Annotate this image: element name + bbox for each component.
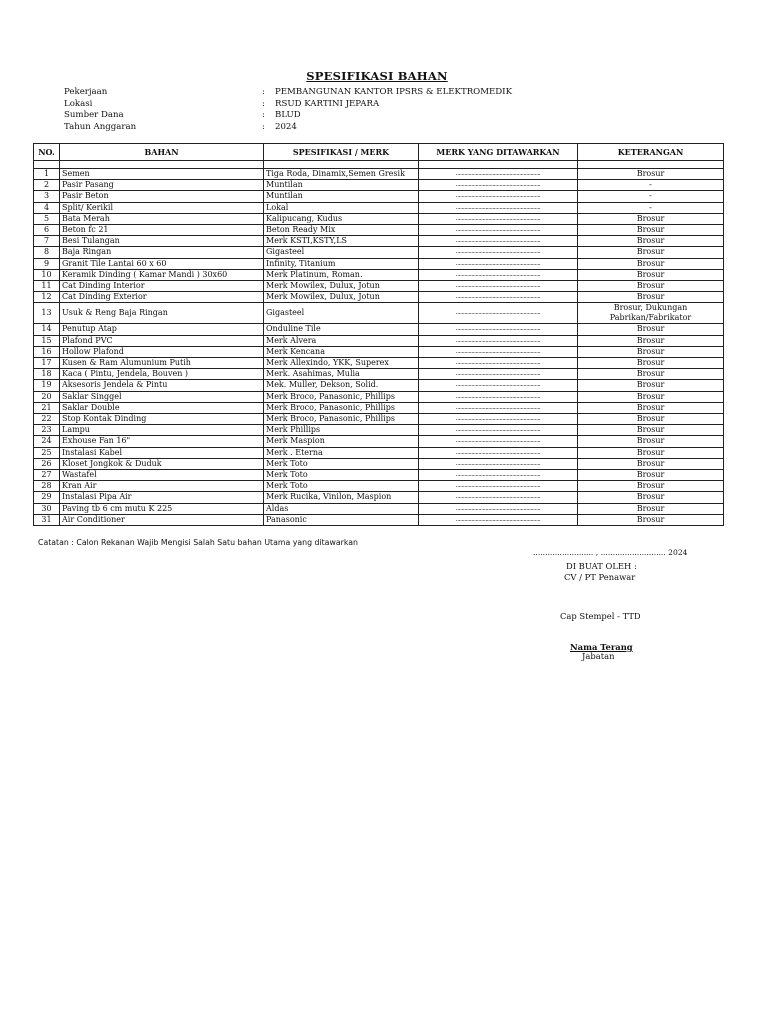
cell-no: 10 [34, 269, 60, 280]
cell-merk-ditawarkan[interactable]: ............................................................ [419, 281, 578, 292]
cell-spesifikasi: Merk Allexindo, YKK, Superex [264, 358, 419, 369]
cell-keterangan: Brosur [578, 514, 724, 525]
cell-no: 4 [34, 202, 60, 213]
table-row [34, 458, 724, 469]
table-row [34, 281, 724, 292]
meta-value: 2024 [275, 121, 297, 132]
cell-merk-ditawarkan[interactable]: ............................................................ [419, 180, 578, 191]
header-keterangan: KETERANGAN [578, 144, 724, 161]
cell-spesifikasi: Merk Broco, Panasonic, Phillips [264, 402, 419, 413]
table-row [34, 258, 724, 269]
meta-row-lokasi [64, 99, 512, 111]
cell-merk-ditawarkan[interactable]: ............................................................ [419, 402, 578, 413]
cell-merk-ditawarkan[interactable]: ............................................................ [419, 391, 578, 402]
cell-keterangan: Brosur [578, 213, 724, 224]
cell-spesifikasi: Muntilan [264, 180, 419, 191]
cell-spesifikasi: Merk Alvera [264, 335, 419, 346]
table-row [34, 169, 724, 180]
spec-table [33, 143, 724, 526]
meta-separator: : [262, 121, 265, 132]
cell-no: 14 [34, 324, 60, 335]
cell-spesifikasi: Onduline Tile [264, 324, 419, 335]
cell-bahan: Wastafel [60, 470, 264, 481]
meta-value: PEMBANGUNAN KANTOR IPSRS & ELEKTROMEDIK [275, 87, 512, 97]
signature-jabatan: Jabatan [582, 651, 615, 661]
cell-keterangan: Brosur [578, 447, 724, 458]
cell-no: 31 [34, 514, 60, 525]
cell-spesifikasi: Merk . Eterna [264, 447, 419, 458]
table-row [34, 225, 724, 236]
cell-no: 6 [34, 225, 60, 236]
cell-bahan: Exhouse Fan 16" [60, 436, 264, 447]
cell-merk-ditawarkan[interactable]: ............................................................ [419, 335, 578, 346]
table-row [34, 514, 724, 525]
cell-spesifikasi: Aldas [264, 503, 419, 514]
cell-bahan: Saklar Singgel [60, 391, 264, 402]
cell-spesifikasi: Merk KSTI,KSTY,LS [264, 236, 419, 247]
cell-no: 28 [34, 481, 60, 492]
cell-keterangan: Brosur [578, 258, 724, 269]
cell-bahan: Kran Air [60, 481, 264, 492]
cell-no: 20 [34, 391, 60, 402]
cell-merk-ditawarkan[interactable]: ............................................................ [419, 380, 578, 391]
table-row [34, 447, 724, 458]
cell-merk-ditawarkan[interactable]: ............................................................ [419, 324, 578, 335]
cell-bahan: Instalasi Pipa Air [60, 492, 264, 503]
cell-merk-ditawarkan[interactable]: ............................................................ [419, 358, 578, 369]
cell-bahan: Kaca ( Pintu, Jendela, Bouven ) [60, 369, 264, 380]
cell-bahan: Split/ Kerikil [60, 202, 264, 213]
cell-merk-ditawarkan[interactable]: ............................................................ [419, 369, 578, 380]
table-row [34, 358, 724, 369]
cell-no: 16 [34, 346, 60, 357]
cell-bahan: Granit Tile Lantai 60 x 60 [60, 258, 264, 269]
cell-merk-ditawarkan[interactable]: ............................................................ [419, 470, 578, 481]
header-merk-ditawarkan: MERK YANG DITAWARKAN [419, 144, 578, 161]
table-row [34, 247, 724, 258]
meta-row-sumber-dana [64, 110, 512, 122]
cell-merk-ditawarkan[interactable]: ............................................................ [419, 247, 578, 258]
cell-no: 1 [34, 169, 60, 180]
cell-bahan: Plafond PVC [60, 335, 264, 346]
cell-spesifikasi: Merk Broco, Panasonic, Phillips [264, 391, 419, 402]
cell-bahan: Pasir Beton [60, 191, 264, 202]
cell-bahan: Kusen & Ram Alumunium Putih [60, 358, 264, 369]
cell-bahan: Keramik Dinding ( Kamar Mandi ) 30x60 [60, 269, 264, 280]
cell-bahan: Besi Tulangan [60, 236, 264, 247]
cell-merk-ditawarkan[interactable]: ............................................................ [419, 346, 578, 357]
cell-bahan: Beton fc 21 [60, 225, 264, 236]
cell-merk-ditawarkan[interactable]: ............................................................ [419, 425, 578, 436]
signature-penawar: CV / PT Penawar [564, 572, 636, 582]
table-header-row [34, 144, 724, 161]
cell-no: 15 [34, 335, 60, 346]
table-row [34, 380, 724, 391]
cell-spesifikasi: Gigasteel [264, 303, 419, 324]
cell-spesifikasi: Merk Toto [264, 458, 419, 469]
cell-merk-ditawarkan[interactable]: ............................................................ [419, 503, 578, 514]
table-row [34, 180, 724, 191]
cell-merk-ditawarkan[interactable]: ............................................................ [419, 414, 578, 425]
table-row [34, 335, 724, 346]
cell-no: 9 [34, 258, 60, 269]
cell-merk-ditawarkan[interactable]: ............................................................ [419, 303, 578, 324]
cell-merk-ditawarkan[interactable]: ............................................................ [419, 225, 578, 236]
table-row [34, 503, 724, 514]
meta-label: Pekerjaan [64, 87, 108, 97]
cell-merk-ditawarkan[interactable]: ............................................................ [419, 258, 578, 269]
cell-bahan: Hollow Plafond [60, 346, 264, 357]
cell-no: 18 [34, 369, 60, 380]
project-meta [64, 87, 512, 133]
cell-merk-ditawarkan[interactable]: ............................................................ [419, 191, 578, 202]
cell-spesifikasi: Merk. Asahimas, Mulia [264, 369, 419, 380]
meta-separator: : [262, 98, 265, 109]
table-row [34, 481, 724, 492]
cell-spesifikasi: Muntilan [264, 191, 419, 202]
cell-merk-ditawarkan[interactable]: ............................................................ [419, 447, 578, 458]
cell-keterangan: Brosur [578, 225, 724, 236]
cell-no: 30 [34, 503, 60, 514]
cell-bahan: Cat Dinding Interior [60, 281, 264, 292]
table-row [34, 470, 724, 481]
table-row [34, 436, 724, 447]
signature-nama-terang: Nama Terang [570, 642, 633, 652]
cell-no: 26 [34, 458, 60, 469]
cell-no: 13 [34, 303, 60, 324]
cell-no: 3 [34, 191, 60, 202]
cell-spesifikasi: Mek. Muller, Dekson, Solid. [264, 380, 419, 391]
cell-keterangan: Brosur [578, 324, 724, 335]
table-row [34, 202, 724, 213]
cell-keterangan: Brosur [578, 358, 724, 369]
cell-spesifikasi: Merk Maspion [264, 436, 419, 447]
cell-spesifikasi: Merk Mowilex, Dulux, Jotun [264, 292, 419, 303]
cell-merk-ditawarkan[interactable]: ............................................................ [419, 481, 578, 492]
header-spesifikasi: SPESIFIKASI / MERK [264, 144, 419, 161]
cell-keterangan: Brosur [578, 470, 724, 481]
cell-bahan: Stop Kontak Dinding [60, 414, 264, 425]
cell-keterangan: Brosur, Dukungan Pabrikan/Fabrikator [578, 303, 724, 324]
cell-keterangan: Brosur [578, 380, 724, 391]
cell-bahan: Pasir Pasang [60, 180, 264, 191]
header-no: NO. [34, 144, 60, 161]
signature-cap-stempel: Cap Stempel - TTD [560, 611, 641, 621]
cell-merk-ditawarkan[interactable]: ............................................................ [419, 236, 578, 247]
cell-merk-ditawarkan[interactable]: ............................................................ [419, 292, 578, 303]
cell-keterangan: Brosur [578, 236, 724, 247]
cell-keterangan: Brosur [578, 169, 724, 180]
cell-keterangan: Brosur [578, 269, 724, 280]
document-title: SPESIFIKASI BAHAN [306, 69, 448, 83]
cell-keterangan: Brosur [578, 436, 724, 447]
cell-no: 2 [34, 180, 60, 191]
cell-bahan: Bata Merah [60, 213, 264, 224]
table-row [34, 414, 724, 425]
cell-bahan: Kloset Jongkok & Duduk [60, 458, 264, 469]
cell-bahan: Semen [60, 169, 264, 180]
cell-bahan: Cat Dinding Exterior [60, 292, 264, 303]
cell-no: 22 [34, 414, 60, 425]
cell-no: 27 [34, 470, 60, 481]
cell-bahan: Air Conditioner [60, 514, 264, 525]
cell-spesifikasi: Tiga Roda, Dinamix,Semen Gresik [264, 169, 419, 180]
table-row [34, 303, 724, 324]
cell-bahan: Lampu [60, 425, 264, 436]
table-row [34, 324, 724, 335]
meta-value: RSUD KARTINI JEPARA [275, 98, 380, 109]
cell-bahan: Usuk & Reng Baja Ringan [60, 303, 264, 324]
cell-keterangan: Brosur [578, 458, 724, 469]
cell-merk-ditawarkan[interactable]: ............................................................ [419, 213, 578, 224]
table-body [34, 161, 724, 526]
cell-keterangan: Brosur [578, 369, 724, 380]
cell-keterangan: Brosur [578, 346, 724, 357]
cell-keterangan: Brosur [578, 281, 724, 292]
cell-keterangan: Brosur [578, 503, 724, 514]
cell-spesifikasi: Panasonic [264, 514, 419, 525]
cell-keterangan: Brosur [578, 402, 724, 413]
table-row [34, 492, 724, 503]
cell-bahan: Aksesoris Jendela & Pintu [60, 380, 264, 391]
note-text: Catatan : Calon Rekanan Wajib Mengisi Salah Satu bahan Utama yang ditawarkan [38, 538, 358, 547]
signature-date-line: ......................... , ........................... 2024 [533, 548, 688, 557]
table-row [34, 213, 724, 224]
cell-no: 23 [34, 425, 60, 436]
cell-no: 5 [34, 213, 60, 224]
cell-keterangan: Brosur [578, 391, 724, 402]
cell-keterangan: - [578, 180, 724, 191]
signature-dibuat-oleh: DI BUAT OLEH : [566, 561, 637, 571]
cell-no: 21 [34, 402, 60, 413]
table-row [34, 346, 724, 357]
cell-keterangan: Brosur [578, 414, 724, 425]
table-row [34, 236, 724, 247]
meta-row-pekerjaan [64, 87, 512, 99]
cell-keterangan: Brosur [578, 335, 724, 346]
cell-spesifikasi: Merk Kencana [264, 346, 419, 357]
cell-merk-ditawarkan[interactable]: ............................................................ [419, 514, 578, 525]
cell-spesifikasi: Merk Phillips [264, 425, 419, 436]
meta-separator: : [262, 110, 265, 121]
cell-keterangan: Brosur [578, 481, 724, 492]
table-row [34, 425, 724, 436]
header-bahan: BAHAN [60, 144, 264, 161]
cell-spesifikasi: Merk Mowilex, Dulux, Jotun [264, 281, 419, 292]
cell-spesifikasi: Merk Rucika, Vinilon, Maspion [264, 492, 419, 503]
cell-keterangan: Brosur [578, 492, 724, 503]
cell-bahan: Saklar Double [60, 402, 264, 413]
cell-no: 17 [34, 358, 60, 369]
cell-no: 7 [34, 236, 60, 247]
cell-spesifikasi: Merk Toto [264, 481, 419, 492]
cell-spesifikasi: Kalipucang, Kudus [264, 213, 419, 224]
cell-spesifikasi: Lokal [264, 202, 419, 213]
cell-no: 29 [34, 492, 60, 503]
meta-separator: : [262, 87, 265, 97]
cell-bahan: Paving tb 6 cm mutu K 225 [60, 503, 264, 514]
meta-row-tahun-anggaran [64, 122, 512, 134]
cell-spesifikasi: Gigasteel [264, 247, 419, 258]
cell-merk-ditawarkan[interactable]: ............................................................ [419, 269, 578, 280]
meta-value: BLUD [275, 110, 301, 121]
cell-keterangan: Brosur [578, 292, 724, 303]
cell-no: 12 [34, 292, 60, 303]
table-row [34, 292, 724, 303]
cell-spesifikasi: Merk Toto [264, 470, 419, 481]
cell-spesifikasi: Merk Platinum, Roman. [264, 269, 419, 280]
cell-no: 24 [34, 436, 60, 447]
cell-spesifikasi: Merk Broco, Panasonic, Phillips [264, 414, 419, 425]
table-row [34, 391, 724, 402]
cell-bahan: Instalasi Kabel [60, 447, 264, 458]
cell-keterangan: Brosur [578, 425, 724, 436]
table-row [34, 269, 724, 280]
cell-bahan: Baja Ringan [60, 247, 264, 258]
cell-keterangan: Brosur [578, 247, 724, 258]
cell-no: 11 [34, 281, 60, 292]
cell-merk-ditawarkan[interactable]: ............................................................ [419, 458, 578, 469]
spacer-row [34, 161, 724, 169]
cell-spesifikasi: Beton Ready Mix [264, 225, 419, 236]
cell-merk-ditawarkan[interactable]: ............................................................ [419, 492, 578, 503]
cell-keterangan: - [578, 202, 724, 213]
table-row [34, 191, 724, 202]
table-row [34, 369, 724, 380]
cell-bahan: Penutup Atap [60, 324, 264, 335]
cell-no: 25 [34, 447, 60, 458]
cell-merk-ditawarkan[interactable]: ............................................................ [419, 436, 578, 447]
cell-spesifikasi: Infinity, Titanium [264, 258, 419, 269]
table-row [34, 402, 724, 413]
cell-no: 19 [34, 380, 60, 391]
cell-keterangan: - [578, 191, 724, 202]
cell-no: 8 [34, 247, 60, 258]
meta-label: Sumber Dana [64, 110, 124, 121]
meta-label: Tahun Anggaran [64, 121, 137, 132]
cell-merk-ditawarkan[interactable]: ............................................................ [419, 169, 578, 180]
meta-label: Lokasi [64, 98, 93, 109]
cell-merk-ditawarkan[interactable]: ............................................................ [419, 202, 578, 213]
